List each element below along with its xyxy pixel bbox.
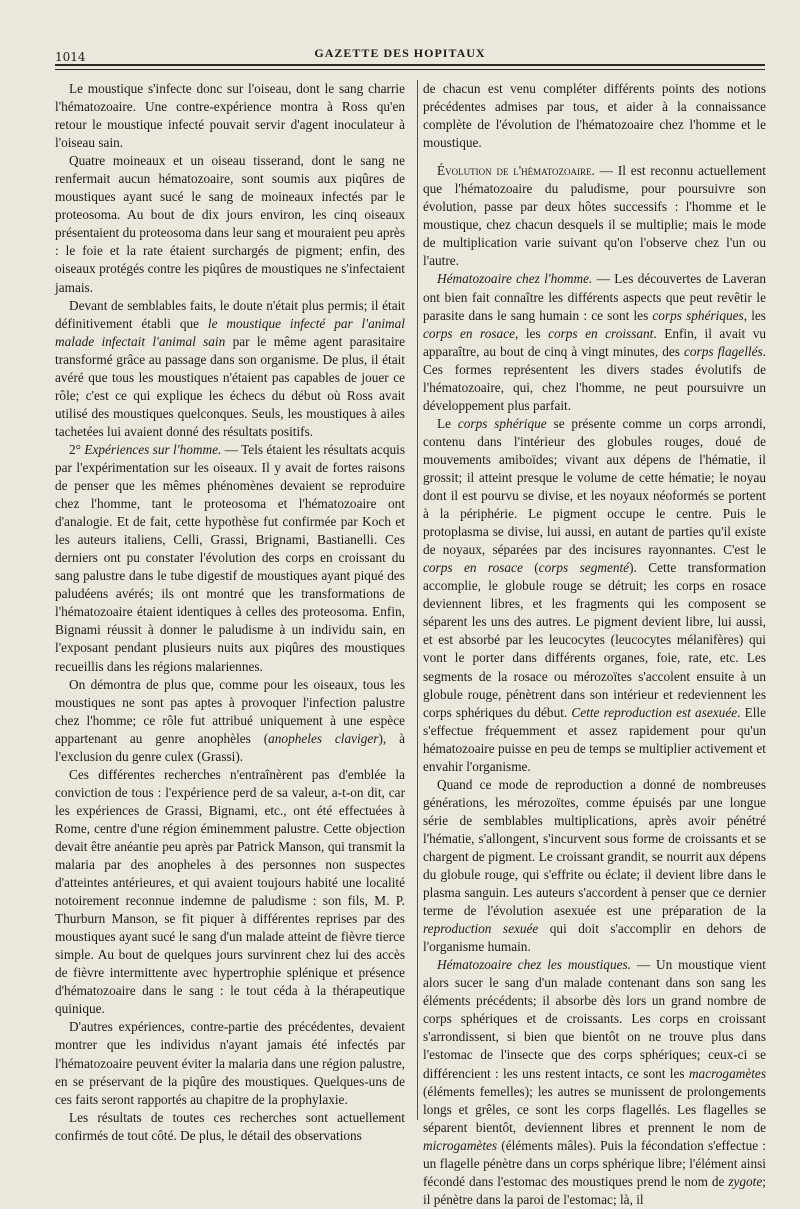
section-paragraph: Évolution de l'hématozoaire. — Il est reconnu actuellement que l'hématozoaire du paludisme, pour poursuivre son évolution, passe par deux hôtes successifs : l'homme et le moustique, chez chacun desquels il se multiplie; mais le mode de multiplication varie suivant qu'on l'observe chez l'un ou l'autre. [423, 163, 766, 269]
paragraph: Le moustique s'infecte donc sur l'oiseau, dont le sang charrie l'hématozoaire. Une contre-expérience montra à Ross qu'en retour le moustique infecté pouvait servir d'agent inoculateur à l'oiseau sain. [55, 81, 405, 151]
column-divider [417, 80, 418, 1120]
paragraph: Quatre moineaux et un oiseau tisserand, dont le sang ne renfermait aucun hématozoaire, sont soumis aux piqûres de moustiques ayant sucé le sang de moineaux infectés par le proteosoma. Au bout de dix jours environ, les cinq oiseaux présentaient du proteosoma dans leur sang et mouraient peu après : le foie et la rate étaient surchargés de pigment; enfin, des oiseaux protégés contre les piqûres de moustiques ne s'infectaient jamais. [55, 153, 405, 295]
paragraph: D'autres expériences, contre-partie des précédentes, devaient montrer que les individus n'ayant jamais été infectés par l'hématozoaire peuvent éviter la malaria dans une région palustre, en se préservant de la piqûre des moustiques. Quelques-uns de ces faits seront rapportés au chapitre de la prophylaxie. [55, 1019, 405, 1107]
left-column [55, 80, 405, 1145]
paragraph: Devant de semblables faits, le doute n'était plus permis; il était définitivement établi que le moustique infecté par l'animal malade infectait l'animal sain par le même agent parasitaire transformé grâce au passage dans son organisme. De plus, il était avéré que tous les moustiques n'étaient pas capables de jouer ce rôle; c'est ce qui explique les échecs du début où Ross avait utilisé des moustiques quelconques. Seuls, les moustiques à ailes tachetées lui avaient donné des résultats positifs. [55, 297, 406, 439]
paragraph: Hématozoaire chez l'homme. — Les découvertes de Laveran ont bien fait connaître les différents aspects que peut revêtir le parasite dans le sang humain : ce sont les corps sphériques, les corps en rosace, les corps en croissant. Enfin, il avait vu apparaître, au bout de cinq à vingt minutes, des corps flagellés. Ces formes représentent les divers stades évolutifs de l'hématozoaire, qui, chez l'homme, ne peut poursuivre un développement plus parfait. [423, 271, 767, 413]
paragraph: Les résultats de toutes ces recherches sont actuellement confirmés de tout côté. De plus, le détail des observations [55, 1109, 405, 1143]
paragraph: de chacun est venu compléter différents points des notions précédentes admises par tous, et aider à la connaissance complète de l'évolution de l'hématozoaire chez l'homme et le moustique. [423, 81, 766, 151]
page-number: 1014 [55, 50, 86, 64]
paragraph: 2° Expériences sur l'homme. — Tels étaient les résultats acquis par l'expérimentation sur les oiseaux. Il y avait de fortes raisons de penser que les mêmes phénomènes devaient se reproduire chez l'homme, tant le proteosoma et l'hématozoaire ont d'analogie. Et de fait, cette hypothèse fut confirmée par Koch et les auteurs italiens, Celli, Grassi, Brignami, Bastianelli. Ces derniers ont pu constater l'évolution des corps en croissant du sang palustre dans le tube digestif de moustiques ayant piqué des paludéens avérés; ils ont montré que les transformations de l'hématozoaire étaient identiques à celles des proteosoma. Enfin, Bignami réussit à donner le paludisme à un individu sain, en l'exposant pendant plusieurs nuits aux piqûres des moustiques recueillis dans les régions malariennes. [55, 441, 405, 674]
paragraph: On démontra de plus que, comme pour les oiseaux, tous les moustiques ne sont pas aptes à provoquer l'infection palustre chez l'homme; ce rôle fut attribué uniquement à une espèce appartenant au genre anophèles (anopheles claviger), à l'exclusion du genre culex (Grassi). [55, 676, 405, 764]
section-heading: Évolution de l'hématozoaire. [437, 163, 595, 179]
paragraph: Le corps sphérique se présente comme un corps arrondi, contenu dans l'intérieur des globules rouges, doué de mouvements amiboïdes; vivant aux dépens de l'hématie, il grossit; il atteint presque le volume de cette hématie; le noyau dont il est pourvu se divise, et les noyaux néoformés se portent à la périphérie. Le pigment occupe le centre. Puis le protoplasma se divise, lui aussi, en autant de parties qu'il existe de noyaux, séparées par des incisures rayonnantes. C'est le corps en rosace (corps segmenté). Cette transformation accomplie, le globule rouge se détruit; les corps en rosace deviennent libres, et les fragments qui les composent se séparent les uns des autres. Le pigment devient libre, lui aussi, et est absorbé par les leucocytes (leucocytes mélanifères) qui vont le porter dans différents organes, foie, rate, etc. Les segments de la rosace ou mérozoïtes s'accolent ensuite à un globule rouge, pénètrent dans son intérieur et redeviennent les corps sphériques du début. Cette reproduction est asexuée. Elle s'effectue fréquemment et assez rapidement pour qu'un hématozoaire puisse en peu de temps se multiplier activement et envahir l'organisme. [423, 415, 767, 774]
header-rule [55, 64, 765, 70]
journal-title: GAZETTE DES HOPITAUX [314, 46, 486, 60]
paragraph: Hématozoaire chez les moustiques. — Un moustique vient alors sucer le sang d'un malade contenant dans son sang les éléments précédents; il absorbe dès lors un grand nombre de corps sphériques et de croissants. Les corps en croissant s'arrondissent, si bien que bientôt on ne trouve plus dans l'estomac de l'insecte que des corps sphériques; ceux-ci se différencient : les uns restent intacts, ce sont les macrogamètes (éléments femelles); les autres se munissent de prolongements longs et grêles, ce sont les corps flagellés. Les flagelles se séparent bientôt, deviennent libres et prennent le nom de microgamètes (éléments mâles). Puis la fécondation s'effectue : un flagelle pénètre dans un corps sphérique libre; l'élément ainsi fécondé dans l'estomac des moustiques prend le nom de zygote; il pénètre dans la paroi de l'estomac; là, il [423, 957, 766, 1207]
paragraph: Ces différentes recherches n'entraînèrent pas d'emblée la conviction de tous : l'expérience perd de sa valeur, a-t-on dit, car les expériences de Grassi, Bignami, etc., ont été effectuées à Rome, centre d'une région éminemment palustre. Cette objection devait être anéantie peu après par Patrick Manson, qui transmit la malaria par des anopheles à des personnes non suspectes d'atteintes antérieures, et qui avaient toujours habité une localité notoirement reconnue indemne de paludisme : son fils, M. P. Thurburn Manson, se fit piquer à différentes reprises par des moustiques ayant sucé le sang d'un malade atteint de fièvre tierce simple. Au bout de quelques jours survinrent chez lui des accès de fièvre intermittente avec hypertrophie splénique et présence d'hématozoaire dans le sang : le tout céda à la thérapeutique quinique. [55, 766, 405, 1017]
paragraph: Quand ce mode de reproduction a donné de nombreuses générations, les mérozoïtes, comme épuisés par une longue série de semblables multiplications, après avoir pénétré l'hématie, s'allongent, s'incurvent sous forme de croissants et se chargent de pigment. Le croissant grandit, se nourrit aux dépens du globule rouge, qui s'effrite ou éclate; il devient libre dans le plasma sanguin. Les auteurs s'accordent à penser que ce dernier terme de l'évolution asexuée est une préparation de la reproduction sexuée qui doit s'accomplir en dehors de l'organisme humain. [423, 776, 766, 955]
right-column [423, 80, 766, 1209]
